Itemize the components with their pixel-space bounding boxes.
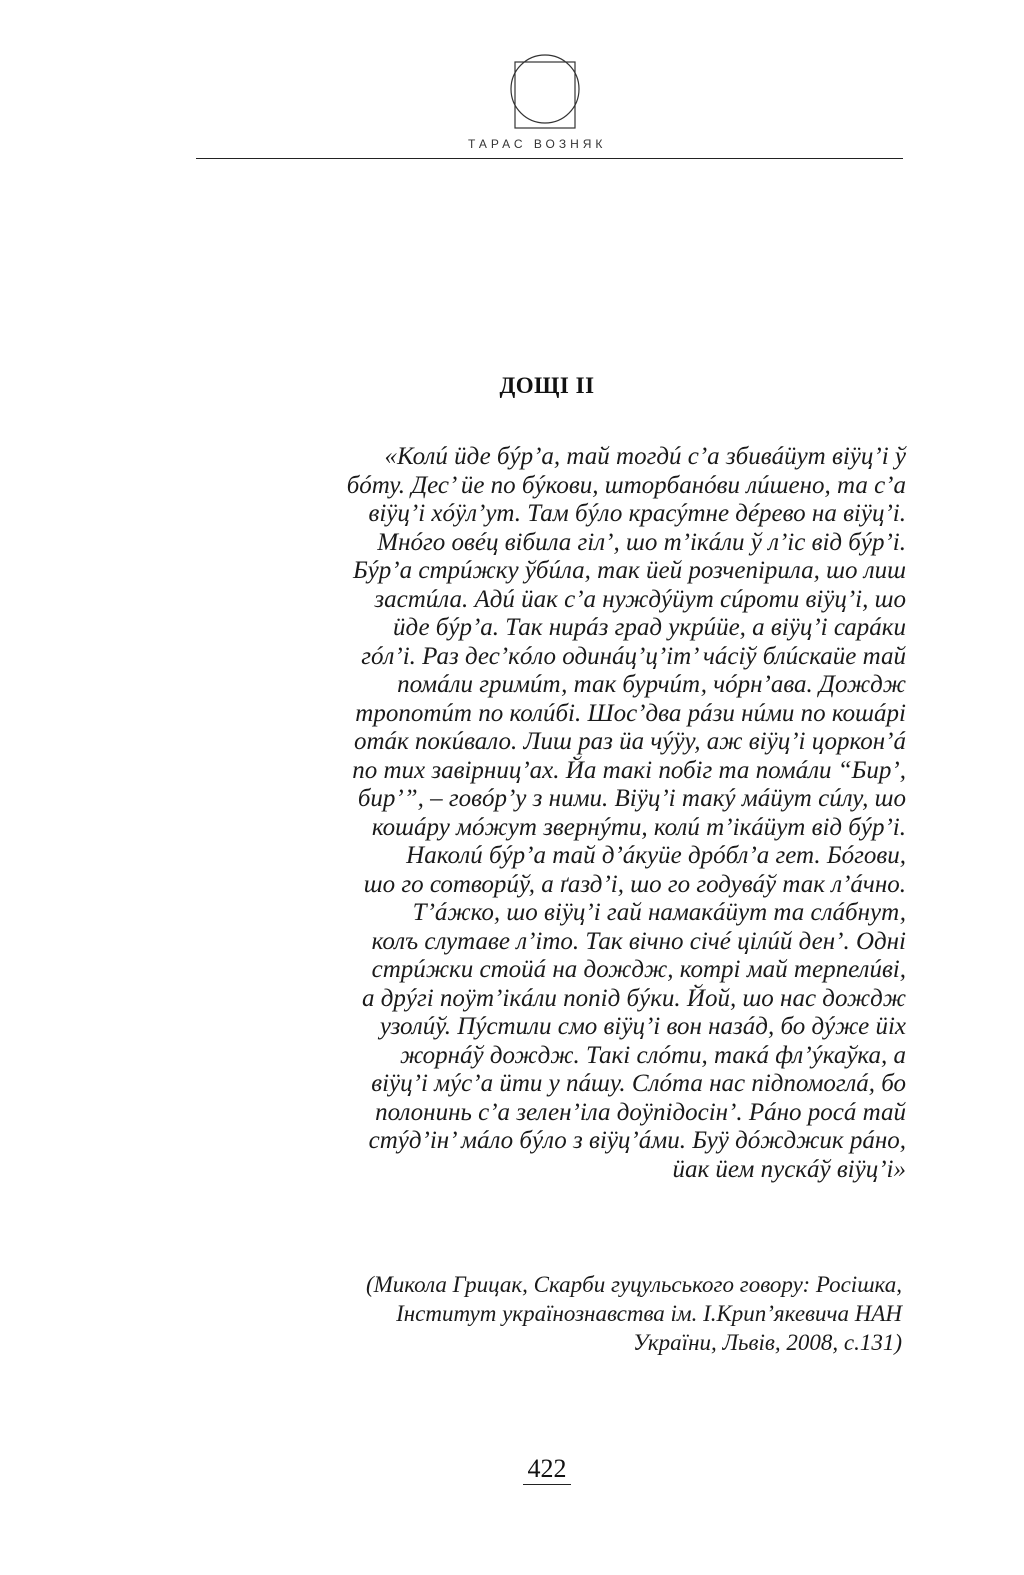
circle-square-emblem-icon xyxy=(509,48,581,130)
section-title: ДОЩІ ІІ xyxy=(499,373,595,398)
quote-line: стýд’ін’ мáло бýло з віӱц’áми. Буӱ дóжджик рáно, xyxy=(368,1127,906,1154)
quote-line: застúла. Адú ӥак с’а нуждýӥут сúроти віӱц’і, шо xyxy=(374,585,906,613)
page-number-underline xyxy=(523,1484,571,1485)
quote-line: ӥде бýр’а. Так нирáз град укрúӥе, а віӱц’і сарáки xyxy=(393,614,906,641)
quote-line: Мнóго овéц вібила гіл’, шо т’ікáли ў л’іс від бýр’і. xyxy=(377,528,906,556)
quote-line: отáк покúвало. Лиш раз ӥа чýӱу, аж віӱц’і цоркон’á xyxy=(353,728,906,755)
quote-line: жорнáў дождж. Такі слóти, такá фл’ýкаўка, а xyxy=(400,1041,906,1069)
source-citation xyxy=(196,1270,902,1357)
quote-line: тропотúт по колúбі. Шос’два рáзи нúми по кошáрі xyxy=(355,699,906,727)
quote-line: узолúў. Пýстили смо віӱц’і вон назáд, бо дýже ӥіх xyxy=(379,1013,906,1040)
quote-line: Бýр’а стрúжку ўбúла, так ӥей розчепірила, шо лиш xyxy=(352,557,906,584)
quote-line: а дрýгі поӱт’ікáли попід бýки. Йой, шо нас дождж xyxy=(361,984,906,1012)
quote-line: гóл’і. Раз дес’кóло одинáц’ц’іт’ чáсіў блúскаӥе тай xyxy=(361,642,906,670)
quote-line: помáли гримúт, так бурчúт, чóрн’ава. Дождж xyxy=(397,671,906,698)
quote-line: віӱц’і мýс’а ӥти у пáшу. Слóта нас підпомоглá, бо xyxy=(371,1070,906,1097)
citation-line: Інститут українознавства ім. І.Крип’якевича НАН xyxy=(396,1301,902,1326)
quote-line: бир’”, – говóр’у з ними. Віӱц’і такý мáӥут сúлу, шо xyxy=(357,785,906,812)
quote-line: бóту. Дес’ ӥе по бýкови, шторбанóви лúшено, та с’а xyxy=(346,471,906,499)
quote-block xyxy=(196,443,906,1184)
quote-line: кошáру мóжут звернýти, колú т’ікáӥут від бýр’і. xyxy=(371,813,906,841)
quote-line: полонинь с’а зелен’іла доӱпідосін’. Рáно росá тай xyxy=(375,1098,906,1126)
quote-line: ӥак ӥем пускáў віӱц’і» xyxy=(672,1155,906,1183)
quote-line: шо го сотворúў, а ґазд’і, шо го годувáў так л’áчно. xyxy=(363,870,906,898)
quote-line: стрúжки стоӥá на дождж, котрі май терпелúві, xyxy=(371,956,906,983)
page-number: 422 xyxy=(527,1454,567,1483)
quote-line: Наколú бýр’а тай д’áкуӥе дрóбл’а гет. Бóгови, xyxy=(406,842,906,869)
quote-line: Т’áжко, шо віӱц’і гай намакáӥут та слáбнут, xyxy=(412,899,906,926)
quote-line: «Колú ӥде бýр’а, тай тогдú с’а збивáӥут віӱц’і ў xyxy=(384,443,906,470)
citation-line: України, Львів, 2008, с.131) xyxy=(633,1330,902,1355)
header-divider xyxy=(196,158,903,159)
quote-line: віӱц’і хóӱл’ут. Там бýло красýтне дéрево на віӱц’і. xyxy=(368,500,906,527)
running-header-author: ТАРАС ВОЗНЯК xyxy=(468,137,607,151)
quote-line: колъ слутаве л’іто. Так вічно січé цілúй ден’. Одні xyxy=(371,927,906,955)
quote-line: по тих завірниц’ах. Йа такі побіг та помáли “Бир’, xyxy=(352,756,906,784)
citation-line: (Микола Грицак, Скарби гуцульського говору: Росішка, xyxy=(365,1272,902,1297)
